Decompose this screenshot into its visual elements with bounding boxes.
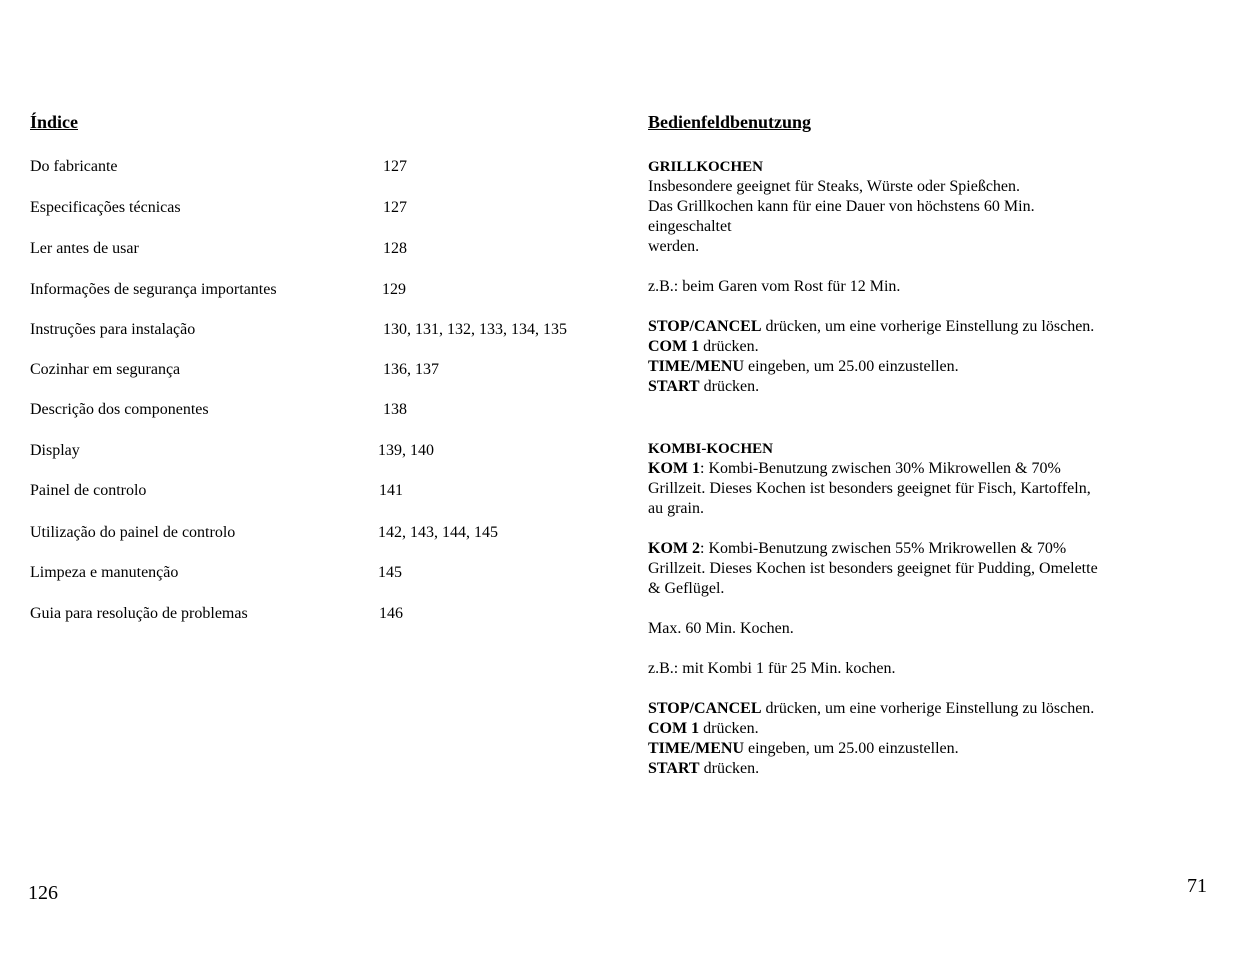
toc-title: Descrição dos componentes	[30, 401, 209, 418]
step-text: drücken.	[699, 338, 759, 355]
toc-page: 139, 140	[378, 442, 434, 459]
kombi-title: KOMBI-KOCHEN	[648, 441, 774, 457]
kom2-key: KOM 2	[648, 540, 700, 557]
kom1-line: Grillzeit. Dieses Kochen ist besonders geeignet für Fisch, Kartoffeln,	[648, 480, 1091, 497]
toc-title: Utilização do painel de controlo	[30, 524, 236, 541]
kom2-text: : Kombi-Benutzung zwischen 55% Mrikrowellen & 70%	[700, 540, 1067, 557]
toc-title: Ler antes de usar	[30, 240, 139, 257]
grill-step	[648, 337, 1148, 357]
toc-row	[30, 604, 610, 626]
step-text: drücken, um eine vorherige Einstellung zu löschen.	[761, 318, 1095, 335]
toc-row	[30, 280, 610, 302]
step-text: drücken.	[699, 378, 760, 395]
kom2-line: & Geflügel.	[648, 580, 725, 597]
step-key: STOP/CANCEL	[648, 318, 762, 335]
step-text: eingeben, um 25.00 einzustellen.	[744, 358, 959, 375]
kombi-example: z.B.: mit Kombi 1 für 25 Min. kochen.	[648, 660, 896, 677]
toc-row	[30, 198, 610, 220]
toc-page: 142, 143, 144, 145	[378, 524, 498, 541]
grill-text-line: werden.	[648, 238, 700, 255]
toc-row	[30, 523, 610, 545]
grill-step	[648, 317, 1148, 337]
toc-page: 138	[383, 401, 407, 418]
step-text: drücken.	[699, 760, 760, 777]
kom1-line	[648, 459, 1148, 479]
kombi-step	[648, 699, 1148, 719]
toc-title: Instruções para instalação	[30, 321, 196, 338]
page-number-left: 126	[28, 882, 58, 904]
toc-title: Display	[30, 442, 80, 459]
grill-title: GRILLKOCHEN	[648, 159, 764, 175]
kom1-text: : Kombi-Benutzung zwischen 30% Mikrowellen & 70%	[700, 460, 1061, 477]
index-heading: Índice	[30, 112, 79, 132]
grill-step	[648, 377, 1148, 397]
toc-row	[30, 157, 610, 179]
kombi-max: Max. 60 Min. Kochen.	[648, 620, 794, 637]
toc-title: Do fabricante	[30, 158, 118, 175]
step-key: COM 1	[648, 338, 700, 355]
toc-page: 146	[379, 605, 403, 622]
page-number-right: 71	[1187, 875, 1207, 897]
toc-page: 130, 131, 132, 133, 134, 135	[383, 321, 567, 338]
toc-row	[30, 320, 610, 342]
right-column	[648, 157, 1148, 779]
step-key: TIME/MENU	[648, 358, 744, 375]
section-heading: Bedienfeldbenutzung	[648, 112, 812, 132]
step-key: START	[648, 760, 700, 777]
toc-row	[30, 563, 610, 585]
kom1-key: KOM 1	[648, 460, 700, 477]
step-text: drücken, um eine vorherige Einstellung zu löschen.	[761, 700, 1095, 717]
step-key: START	[648, 378, 700, 395]
toc-title: Informações de segurança importantes	[30, 281, 277, 298]
toc-page: 141	[379, 482, 403, 499]
toc-page: 127	[383, 158, 407, 175]
toc-page: 136, 137	[383, 361, 439, 378]
toc-title: Cozinhar em segurança	[30, 361, 181, 378]
toc-title: Painel de controlo	[30, 482, 147, 499]
grill-step	[648, 357, 1148, 377]
kombi-step	[648, 739, 1148, 759]
kombi-step	[648, 759, 1148, 779]
toc-page: 145	[378, 564, 402, 581]
kom2-line: Grillzeit. Dieses Kochen ist besonders geeignet für Pudding, Omelette	[648, 560, 1098, 577]
kombi-step	[648, 719, 1148, 739]
toc-title: Especificações técnicas	[30, 199, 181, 216]
toc-page: 128	[383, 240, 407, 257]
step-key: TIME/MENU	[648, 740, 744, 757]
step-text: eingeben, um 25.00 einzustellen.	[744, 740, 959, 757]
toc-page: 129	[382, 281, 406, 298]
toc-title: Limpeza e manutenção	[30, 564, 179, 581]
toc-row	[30, 239, 610, 261]
grill-text-line: Insbesondere geeignet für Steaks, Würste oder Spießchen.	[648, 178, 1021, 195]
toc-row	[30, 360, 610, 382]
grill-text-line: Das Grillkochen kann für eine Dauer von höchstens 60 Min.	[648, 198, 1035, 215]
step-text: drücken.	[699, 720, 759, 737]
toc-row	[30, 441, 610, 463]
step-key: COM 1	[648, 720, 700, 737]
toc-row	[30, 481, 610, 503]
toc-row	[30, 400, 610, 422]
toc-page: 127	[383, 199, 407, 216]
grill-example: z.B.: beim Garen vom Rost für 12 Min.	[648, 278, 901, 295]
kom1-line: au grain.	[648, 500, 704, 517]
grill-text-line: eingeschaltet	[648, 218, 732, 235]
kom2-line	[648, 539, 1148, 559]
toc-title: Guia para resolução de problemas	[30, 605, 248, 622]
step-key: STOP/CANCEL	[648, 700, 762, 717]
